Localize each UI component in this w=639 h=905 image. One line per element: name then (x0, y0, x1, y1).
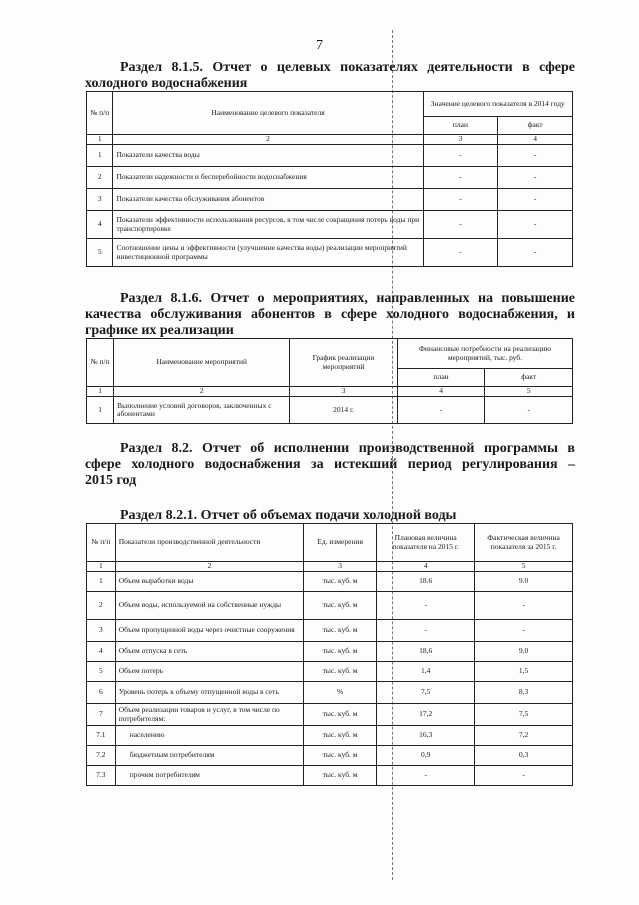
row-fact: - (475, 620, 573, 642)
col-header-fact: факт (498, 117, 573, 135)
row-plan: - (397, 397, 485, 424)
row-num: 7 (87, 704, 116, 726)
col-header-name: Наименование мероприятий (114, 339, 290, 387)
row-name: Выполнение условий договоров, заключенных с абонентами (114, 397, 290, 424)
row-num: 7.2 (87, 746, 116, 766)
col-header-num: № п/п (87, 92, 113, 135)
page-number: 7 (316, 38, 323, 53)
row-name: Показатели качества воды (113, 145, 423, 167)
row-num: 2 (87, 592, 116, 620)
row-num: 4 (87, 642, 116, 662)
row-plan: - (377, 766, 475, 786)
row-plan: 16,3 (377, 726, 475, 746)
table-row (87, 572, 573, 592)
row-unit: тыс. куб. м (303, 766, 376, 786)
row-num: 5 (87, 662, 116, 682)
row-fact: 9.0 (475, 572, 573, 592)
row-fact: 1,5 (475, 662, 573, 682)
row-unit: % (303, 682, 376, 704)
row-plan: - (423, 211, 498, 239)
row-name: Объем потерь (115, 662, 303, 682)
index-cell: 2 (114, 387, 290, 397)
measures-table (86, 338, 573, 424)
row-unit: тыс. куб. м (303, 642, 376, 662)
table-row (87, 766, 573, 786)
row-name: Показатели надежности и бесперебойности водоснабжения (113, 167, 423, 189)
row-num: 3 (87, 189, 113, 211)
row-name: прочим потребителям (115, 766, 303, 786)
row-name: Объем выработки воды (115, 572, 303, 592)
row-unit: тыс. куб. м (303, 662, 376, 682)
section-title-line: холодного водоснабжения (85, 76, 248, 91)
row-num: 3 (87, 620, 116, 642)
row-plan: 18.6 (377, 572, 475, 592)
index-cell: 4 (498, 135, 573, 145)
index-cell: 1 (87, 562, 116, 572)
section-8-1-6-title (85, 291, 575, 339)
col-header-value-group: Значение целевого показателя в 2014 году (423, 92, 572, 117)
row-schedule: 2014 г. (290, 397, 398, 424)
row-num: 5 (87, 239, 113, 267)
row-plan: 7,5 (377, 682, 475, 704)
table-row (87, 211, 573, 239)
row-num: 1 (87, 397, 114, 424)
section-title-line: Раздел 8.1.5. Отчет о целевых показателях деятельности в сфере (120, 60, 575, 75)
row-unit: тыс. куб. м (303, 572, 376, 592)
section-8-2-title (85, 441, 575, 489)
row-name: Объем воды, используемой на собственные нужды (115, 592, 303, 620)
table-row (87, 682, 573, 704)
row-plan: 0,9 (377, 746, 475, 766)
row-name: населению (115, 726, 303, 746)
section-title-line: Раздел 8.1.6. Отчет о мероприятиях, направленных на повышение (120, 291, 575, 306)
col-header-name: Наименование целевого показателя (113, 92, 423, 135)
section-8-2-1-title: Раздел 8.2.1. Отчет об объемах подачи холодной воды (120, 508, 457, 523)
table-row (87, 662, 573, 682)
row-name: бюджетным потребителям (115, 746, 303, 766)
section-title-line: 2015 год (85, 473, 137, 488)
row-plan: - (377, 592, 475, 620)
col-header-plan: план (423, 117, 498, 135)
row-plan: 17,2 (377, 704, 475, 726)
index-cell: 5 (485, 387, 573, 397)
row-fact: - (498, 145, 573, 167)
col-header-unit: Ед. измерения (303, 524, 376, 562)
table-row (87, 642, 573, 662)
row-name: Объем отпуска в сеть (115, 642, 303, 662)
col-header-fact: Фактическая величина показателя за 2015 г. (475, 524, 573, 562)
index-cell: 2 (115, 562, 303, 572)
row-fact: - (498, 239, 573, 267)
row-num: 6 (87, 682, 116, 704)
row-unit: тыс. куб. м (303, 620, 376, 642)
row-plan: 18,6 (377, 642, 475, 662)
table-row (87, 592, 573, 620)
index-cell: 1 (87, 135, 113, 145)
index-cell: 4 (377, 562, 475, 572)
water-supply-table (86, 523, 573, 786)
col-header-num: № п/п (87, 339, 114, 387)
row-num: 7.1 (87, 726, 116, 746)
table-row (87, 397, 573, 424)
col-header-fact: факт (485, 369, 573, 387)
col-header-name: Показатели производственной деятельности (115, 524, 303, 562)
row-fact: - (485, 397, 573, 424)
row-num: 1 (87, 572, 116, 592)
section-title-line: качества обслуживания абонентов в сфере холодного водоснабжения, и (85, 307, 575, 322)
col-header-plan: план (397, 369, 485, 387)
table-row (87, 620, 573, 642)
col-header-finance: Финансовые потребности на реализацию мероприятий, тыс. руб. (397, 339, 572, 369)
row-num: 4 (87, 211, 113, 239)
targets-table (86, 91, 573, 267)
row-fact: - (498, 189, 573, 211)
table-row (87, 239, 573, 267)
row-fact: - (498, 211, 573, 239)
row-unit: тыс. куб. м (303, 726, 376, 746)
row-name: Показатели качества обслуживания абонентов (113, 189, 423, 211)
row-plan: - (423, 145, 498, 167)
row-fact: 9,0 (475, 642, 573, 662)
index-cell: 3 (290, 387, 398, 397)
row-unit: тыс. куб. м (303, 704, 376, 726)
row-fact: 0,3 (475, 746, 573, 766)
row-plan: - (423, 239, 498, 267)
row-fact: - (475, 592, 573, 620)
row-num: 7.3 (87, 766, 116, 786)
row-plan: 1,4 (377, 662, 475, 682)
row-fact: - (475, 766, 573, 786)
row-fact: - (498, 167, 573, 189)
row-unit: тыс. куб. м (303, 592, 376, 620)
row-name: Объем пропущенной воды через очистные сооружения (115, 620, 303, 642)
row-fact: 7,2 (475, 726, 573, 746)
row-plan: - (377, 620, 475, 642)
row-fact: 8,3 (475, 682, 573, 704)
table-row (87, 145, 573, 167)
index-cell: 5 (475, 562, 573, 572)
col-header-plan: Плановая величина показателя на 2015 г. (377, 524, 475, 562)
row-name: Объем реализации товаров и услуг, в том числе по потребителям: (115, 704, 303, 726)
index-cell: 1 (87, 387, 114, 397)
col-header-num: № п/п (87, 524, 116, 562)
index-cell: 4 (397, 387, 485, 397)
table-row (87, 746, 573, 766)
row-num: 2 (87, 167, 113, 189)
row-fact: 7,5 (475, 704, 573, 726)
section-title-line: графике их реализации (85, 323, 234, 338)
col-header-schedule: График реализации мероприятий (290, 339, 398, 387)
index-cell: 3 (423, 135, 498, 145)
index-cell: 2 (113, 135, 423, 145)
row-unit: тыс. куб. м (303, 746, 376, 766)
row-plan: - (423, 167, 498, 189)
row-name: Соотношение цены и эффективности (улучшение качества воды) реализации мероприятий инвестиционной программы (113, 239, 423, 267)
row-plan: - (423, 189, 498, 211)
section-8-1-5-title (85, 60, 575, 92)
table-row (87, 189, 573, 211)
table-row (87, 167, 573, 189)
row-name: Уровень потерь к объему отпущенной воды в сеть (115, 682, 303, 704)
section-title-line: Раздел 8.2. Отчет об исполнении производственной программы в (120, 441, 575, 456)
row-name: Показатели эффективности использования ресурсов, в том числе сокращения потерь воды при транспортировке (113, 211, 423, 239)
table-row (87, 704, 573, 726)
table-row (87, 726, 573, 746)
row-num: 1 (87, 145, 113, 167)
section-title-line: сфере холодного водоснабжения за истекший период регулирования – (85, 457, 575, 472)
index-cell: 3 (303, 562, 376, 572)
